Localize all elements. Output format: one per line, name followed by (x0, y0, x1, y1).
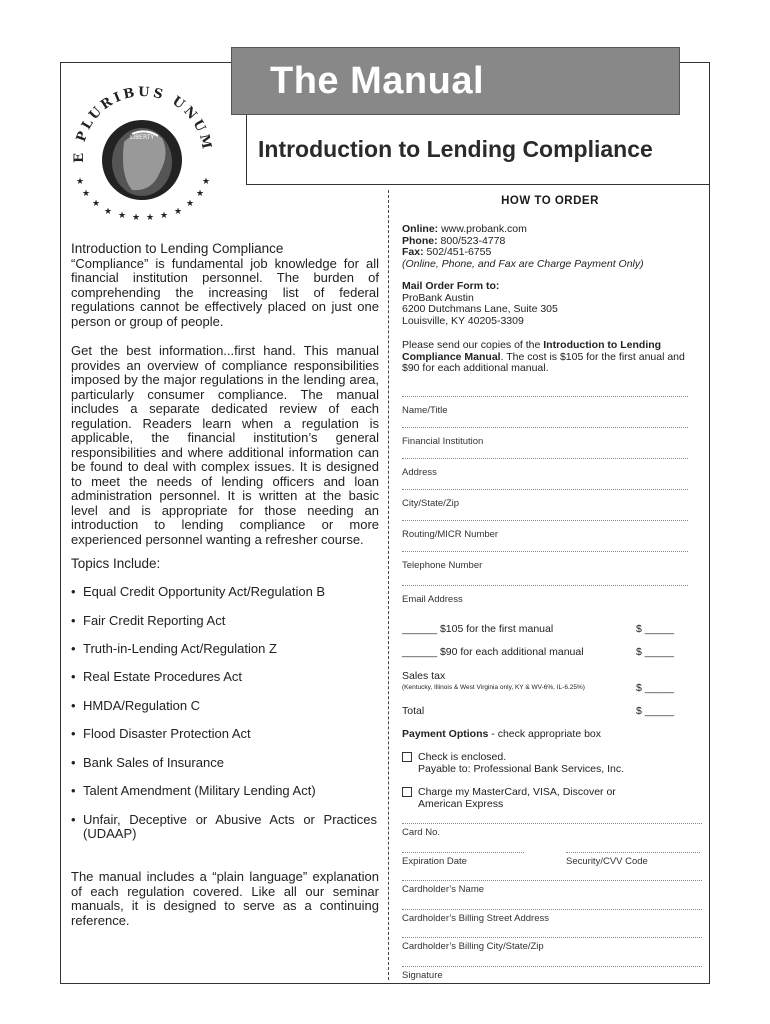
topic-item: • Real Estate Procedures Act (71, 669, 242, 684)
svg-text:E PLURIBUS UNUM: E PLURIBUS UNUM (71, 84, 215, 163)
order-request-text: Please send our copies of the Introduction to Lending Compliance Manual. The cost is $105 for the first anual and $90 for each additional manual. (402, 339, 685, 374)
total-label: Total (402, 705, 425, 717)
svg-text:★: ★ (92, 199, 101, 209)
sales-tax-amount[interactable]: $ _____ (636, 682, 674, 694)
check-checkbox[interactable] (402, 752, 412, 762)
first-manual-qty[interactable]: ______ $105 for the first manual (402, 623, 554, 635)
sales-tax-label: Sales tax (402, 670, 446, 682)
contact-info: Online: www.probank.com Phone: 800/523-4778 Fax: 502/451-6755 (Online, Phone, and Fax are Charge Payment Only) (402, 223, 644, 270)
topic-item: • Bank Sales of Insurance (71, 755, 224, 770)
charge-checkbox[interactable] (402, 787, 412, 797)
name-title-field[interactable]: Name/Title (402, 405, 688, 416)
svg-text:★: ★ (82, 189, 91, 199)
liberty-seal-logo (62, 72, 222, 232)
billing-street-field[interactable]: Cardholder’s Billing Street Address (402, 913, 702, 924)
svg-text:★: ★ (186, 199, 195, 209)
closing-paragraph: The manual includes a “plain language” explanation of each regulation covered. Like all our seminar manuals, it is designed to serve as a continuing reference. (71, 869, 379, 928)
svg-text:★: ★ (160, 211, 169, 221)
intro-heading: Introduction to Lending Compliance (71, 241, 284, 256)
topic-item: • Talent Amendment (Military Lending Act) (71, 783, 316, 798)
address-field[interactable]: Address (402, 467, 688, 478)
signature-field[interactable]: Signature (402, 970, 702, 981)
financial-institution-field[interactable]: Financial Institution (402, 436, 688, 447)
svg-text:★: ★ (202, 177, 211, 187)
topic-item: • Flood Disaster Protection Act (71, 726, 251, 741)
check-payable: Payable to: Professional Bank Services, Inc. (418, 763, 625, 775)
telephone-field[interactable]: Telephone Number (402, 560, 688, 571)
cardholder-name-field[interactable]: Cardholder’s Name (402, 884, 702, 895)
topic-item: • HMDA/Regulation C (71, 698, 201, 713)
additional-manual-qty[interactable]: ______ $90 for each additional manual (402, 646, 584, 658)
topic-item: • Unfair, Deceptive or Abusive Acts or Practices (UDAAP) (71, 812, 377, 841)
svg-text:★: ★ (118, 211, 127, 221)
manual-title: The Manual (270, 60, 485, 102)
expiration-field[interactable]: Expiration Date (402, 856, 524, 867)
security-code-field[interactable]: Security/CVV Code (566, 856, 700, 867)
how-to-order-title: HOW TO ORDER (501, 195, 599, 207)
svg-text:LIBERTY: LIBERTY (129, 134, 155, 141)
svg-text:★: ★ (146, 213, 155, 223)
check-option[interactable]: Check is enclosed. (402, 751, 506, 763)
mail-address: Mail Order Form to: ProBank Austin 6200 Dutchmans Lane, Suite 305 Louisville, KY 40205-3309 (402, 280, 558, 327)
additional-manual-amount[interactable]: $ _____ (636, 646, 674, 658)
sales-tax-note: (Kentucky, Illinois & West Virginia only, KY & WV-6%, IL-6.25%) (402, 684, 585, 691)
first-manual-amount[interactable]: $ _____ (636, 623, 674, 635)
intro-section (71, 242, 379, 329)
charge-option-cont: American Express (418, 798, 504, 810)
manual-subtitle: Introduction to Lending Compliance (258, 136, 653, 162)
payment-options: Payment Options - check appropriate box (402, 728, 602, 740)
svg-text:★: ★ (104, 207, 113, 217)
online-link[interactable]: www.probank.com (441, 223, 527, 235)
topic-item: • Equal Credit Opportunity Act/Regulation B (71, 584, 326, 599)
topics-title: Topics Include: (71, 556, 161, 571)
topic-item: • Truth-in-Lending Act/Regulation Z (71, 641, 277, 656)
billing-city-field[interactable]: Cardholder’s Billing City/State/Zip (402, 941, 702, 952)
card-number-field[interactable]: Card No. (402, 827, 702, 838)
total-amount[interactable]: $ _____ (636, 705, 674, 717)
svg-text:★: ★ (174, 207, 183, 217)
overview-paragraph: Get the best information...first hand. This manual provides an overview of compliance responsibilities imposed by the major regulations in the lending area, particularly consumer compliance. The manual includes a separate dedicated review of each regulation. Readers learn when a regulation is applicable, the financial institution’s general responsibilities and where additional information can be found to deal with complex issues. It is designed to meet the needs of lending officers and loan administration personnel. It is written at the basic level and is appropriate for those needing an introduction to lending compliance or more experienced personnel wanting a refresher course. (71, 343, 379, 547)
column-divider (388, 190, 389, 980)
title-banner (231, 47, 680, 115)
topic-item: • Fair Credit Reporting Act (71, 613, 226, 628)
svg-text:★: ★ (76, 177, 85, 187)
email-field[interactable]: Email Address (402, 594, 688, 605)
svg-text:★: ★ (196, 189, 205, 199)
routing-micr-field[interactable]: Routing/MICR Number (402, 529, 688, 540)
intro-paragraph: “Compliance” is fundamental job knowledge for all financial institution personnel. The burden of comprehending the increasing list of federal regulations cannot be effectively placed on just one person or group of people. (71, 255, 379, 329)
city-state-zip-field[interactable]: City/State/Zip (402, 498, 688, 509)
svg-text:★: ★ (132, 213, 141, 223)
charge-option[interactable]: Charge my MasterCard, VISA, Discover or (402, 786, 616, 798)
